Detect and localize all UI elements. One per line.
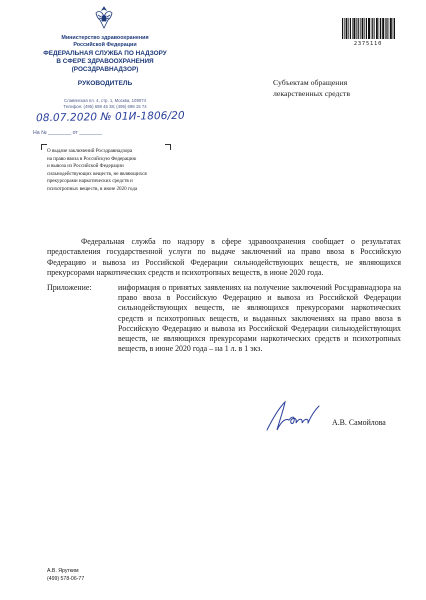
handwritten-date-number: 08.07.2020 № 01И-1806/20 — [35, 109, 185, 125]
bracket-corner — [41, 144, 47, 150]
addressee-line: Субъектам обращения — [273, 78, 348, 87]
ministry-name — [20, 35, 190, 48]
subject-line: психотропных веществ, в июне 2020 года — [47, 185, 138, 192]
reference-line: На № ________ от ________ — [33, 130, 103, 136]
subject-line: О выдаче заключений Росздравнадзора — [47, 148, 133, 154]
address-line: Славянская пл. 4, стр. 1, Москва, 109074 — [63, 98, 147, 103]
bracket-corner — [165, 144, 171, 150]
subject-line: сильнодействующих веществ, не являющихся — [47, 170, 147, 177]
executor-name: А.В. Ярутким — [47, 568, 79, 574]
ministry-line: Российской Федерации — [73, 41, 137, 48]
signer-name: А.В. Самойлова — [332, 418, 386, 427]
body-paragraph: Федеральная служба по надзору в сфере здравоохранения сообщает о результатах предоставления государственной услуги по выдаче заключений на право ввоза в Российскую Федерацию и вывоза из Российской Федерации сильнодействующих веществ, не являющихся прекурсорами наркотических средств и психотропных веществ, в июне 2020 года. — [47, 237, 401, 277]
coat-of-arms-icon — [93, 4, 115, 31]
barcode-number: 2375110 — [353, 41, 383, 47]
barcode-icon — [342, 18, 395, 39]
attachment-text: информация о принятых заявлениях на получение заключений Росздравнадзора на право ввоза в Российскую Федерацию и вывоза из Российской Федерации сильнодействующих веществ, не являющихся прекурсорами наркотических средств и психотропных веществ, и выданных заключениях на право ввоза в Российскую Федерацию и вывоза из Российской Федерации сильнодействующих веществ, не являющихся прекурсорами наркотических средств и психотропных веществ, в июне 2020 года – на 1 л. в 1 экз. — [118, 283, 401, 354]
addressee-line: лекарственных средств — [273, 89, 351, 98]
signature-icon — [263, 396, 323, 436]
subject-line: на право ввоза в Российскую Федерацию — [47, 155, 137, 162]
attachment-label: Приложение: — [47, 283, 92, 292]
agency-name — [20, 50, 190, 75]
agency-line: ФЕДЕРАЛЬНАЯ СЛУЖБА ПО НАДЗОРУ — [43, 50, 167, 57]
subject-line: и вывоза из Российской Федерации — [47, 163, 124, 170]
address-line: Телефон: (495) 698 45 38; (495) 698 15 74 — [63, 103, 147, 109]
agency-address — [20, 98, 190, 109]
executor-phone: (499) 578-06-77 — [47, 575, 85, 582]
letter-subject — [47, 148, 167, 194]
agency-line: (РОСЗДРАВНАДЗОР) — [71, 66, 139, 74]
addressee-block — [273, 77, 403, 99]
agency-line: В СФЕРЕ ЗДРАВООХРАНЕНИЯ — [56, 58, 154, 66]
ministry-line: Министерство здравоохранения — [61, 35, 149, 41]
executor-block — [47, 568, 84, 584]
head-title: РУКОВОДИТЕЛЬ — [77, 80, 133, 87]
subject-line: прекурсорами наркотических средств и — [47, 178, 133, 185]
